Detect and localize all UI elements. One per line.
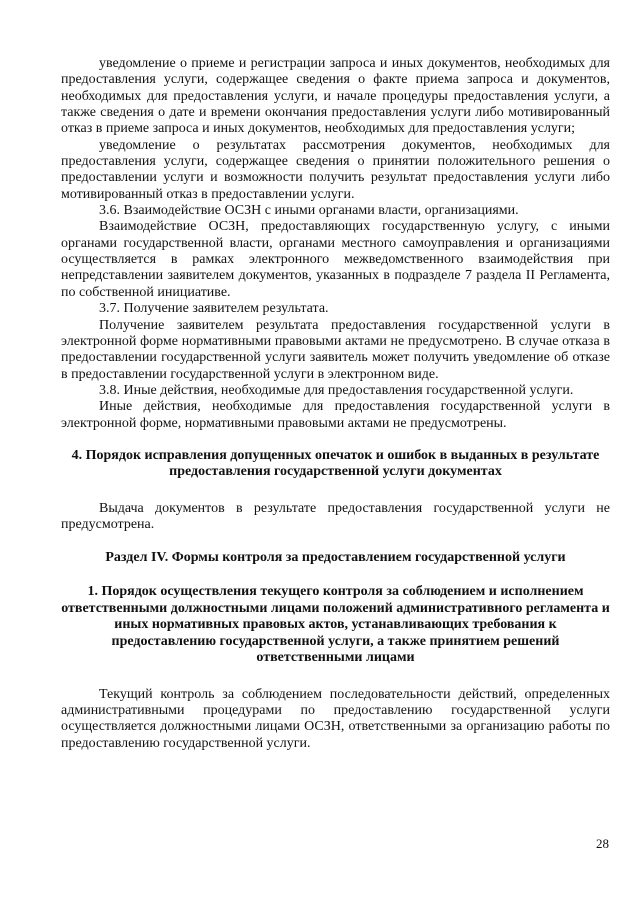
paragraph-interaction: Взаимодействие ОСЗН, предоставляющих государственную услугу, с иными органами государственной власти, органами местного самоуправления и организациями осуществляется в рамках электронного межведомственного взаимодействия при непредставлении заявителем документов, указанных в подразделе 7 раздела II Регламента, по собственной инициативе. [61,219,610,300]
paragraph-3-6-title: 3.6. Взаимодействие ОСЗН с иными органами власти, организациями. [99,203,519,219]
paragraph-3-7-title: 3.7. Получение заявителем результата. [99,301,329,317]
paragraph-result-receipt: Получение заявителем результата предоставления государственной услуги в электронной форме нормативными правовыми актами не предусмотрено. В случае отказа в предоставлении государственной услуги заявитель может получить уведомление об отказе в предоставлении государственной услуги в электронном виде. [61,317,610,382]
paragraph-3-8-title: 3.8. Иные действия, необходимые для предоставления государственной услуги. [99,382,574,398]
paragraph-current-control: Текущий контроль за соблюдением последовательности действий, определенных административными процедурами по предоставлению государственной услуги осуществляется должностными лицами ОСЗН, ответственными за организацию работы по предоставлению государственной услуги. [61,686,610,751]
heading-control-procedure: 1. Порядок осуществления текущего контроля за соблюдением и исполнением ответственными должностными лицами положений административного регламента и иных нормативных правовых актов, устанавливающих требования к предоставлению государственной услуги, а также принятием решений ответственными лицами [61,584,610,666]
paragraph-notification-results: уведомление о результатах рассмотрения документов, необходимых для предоставления услуги, содержащее сведения о принятии положительного решения о предоставлении услуги и возможности получить результат предоставления услуги либо мотивированный отказ в предоставлении услуги. [61,137,610,202]
paragraph-other-actions: Иные действия, необходимые для предоставления государственной услуги в электронной форме, нормативными правовыми актами не предусмотрены. [61,399,610,431]
page-content [61,56,610,752]
heading-part-iv: Раздел IV. Формы контроля за предоставлением государственной услуги [105,549,566,565]
paragraph-documents-issue: Выдача документов в результате предоставления государственной услуги не предусмотрена. [61,500,610,533]
paragraph-notification-receipt: уведомление о приеме и регистрации запроса и иных документов, необходимых для предоставления услуги, содержащее сведения о факте приема запроса и документов, необходимых для предоставления услуги, и начале процедуры предоставления услуги, а также сведения о дате и времени окончания предоставления услуги либо мотивированный отказ в приеме запроса и иных документов, необходимых для предоставления услуги; [61,56,610,137]
heading-section-4: 4. Порядок исправления допущенных опечаток и ошибок в выданных в результате предоставления государственной услуги документах [71,447,600,480]
page-number: 28 [596,836,609,851]
